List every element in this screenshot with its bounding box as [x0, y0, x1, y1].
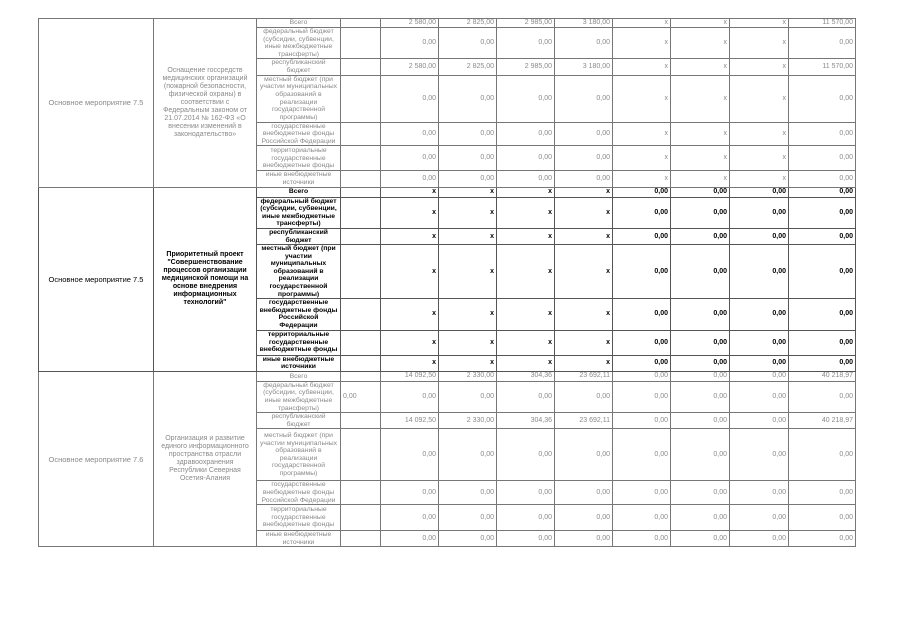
extra-value-cell [341, 505, 381, 531]
year-value-cell: 0,00 [789, 330, 856, 355]
funding-source-cell: государственные внебюджетные фонды Российской Федерации [257, 299, 341, 330]
year-value-cell: х [730, 122, 789, 146]
extra-value-cell [341, 481, 381, 505]
year-value-cell: 0,00 [671, 381, 730, 412]
year-value-cell: х [730, 19, 789, 28]
extra-value-cell [341, 355, 381, 371]
year-value-cell: 0,00 [789, 146, 856, 171]
year-value-cell: х [730, 28, 789, 59]
year-value-cell: 0,00 [789, 481, 856, 505]
year-value-cell: 11 570,00 [789, 19, 856, 28]
year-value-cell: 0,00 [671, 245, 730, 299]
year-value-cell: 0,00 [730, 197, 789, 228]
year-value-cell: 0,00 [497, 146, 555, 171]
extra-value-cell [341, 146, 381, 171]
year-value-cell: 0,00 [671, 355, 730, 371]
year-value-cell: 0,00 [730, 299, 789, 330]
year-value-cell: х [439, 330, 497, 355]
extra-value-cell [341, 429, 381, 481]
year-value-cell: 0,00 [555, 381, 613, 412]
year-value-cell: 0,00 [613, 481, 671, 505]
extra-value-cell [341, 197, 381, 228]
funding-source-cell: территориальные государственные внебюджетные фонды [257, 505, 341, 531]
year-value-cell: х [439, 228, 497, 244]
year-value-cell: 0,00 [439, 28, 497, 59]
extra-value-cell [341, 531, 381, 547]
year-value-cell: х [555, 197, 613, 228]
extra-value-cell [341, 122, 381, 146]
year-value-cell: 0,00 [730, 413, 789, 429]
budget-table-sheet [38, 18, 855, 571]
year-value-cell: х [613, 146, 671, 171]
year-value-cell: х [497, 197, 555, 228]
funding-source-cell: федеральный бюджет (субсидии, субвенции, иные межбюджетные трансферты) [257, 28, 341, 59]
year-value-cell: 0,00 [555, 75, 613, 122]
year-value-cell: х [555, 187, 613, 197]
year-value-cell: 2 825,00 [439, 59, 497, 75]
funding-source-cell: республиканский бюджет [257, 413, 341, 429]
extra-value-cell [341, 28, 381, 59]
year-value-cell: 0,00 [381, 481, 439, 505]
year-value-cell: 0,00 [789, 505, 856, 531]
year-value-cell: х [497, 355, 555, 371]
funding-source-cell: иные внебюджетные источники [257, 355, 341, 371]
year-value-cell: 0,00 [439, 75, 497, 122]
year-value-cell: х [497, 299, 555, 330]
year-value-cell: х [381, 187, 439, 197]
extra-value-cell [341, 171, 381, 187]
year-value-cell: 0,00 [555, 122, 613, 146]
year-value-cell: х [613, 122, 671, 146]
extra-value-cell [341, 371, 381, 381]
year-value-cell: х [671, 146, 730, 171]
year-value-cell: 0,00 [671, 481, 730, 505]
funding-source-cell: Всего [257, 187, 341, 197]
year-value-cell: 0,00 [613, 245, 671, 299]
year-value-cell: 0,00 [789, 531, 856, 547]
year-value-cell: х [555, 228, 613, 244]
year-value-cell: 0,00 [789, 355, 856, 371]
year-value-cell: 0,00 [555, 28, 613, 59]
year-value-cell: 2 985,00 [497, 59, 555, 75]
year-value-cell: 0,00 [730, 505, 789, 531]
funding-source-cell: иные внебюджетные источники [257, 531, 341, 547]
year-value-cell: 0,00 [613, 355, 671, 371]
extra-value-cell [341, 75, 381, 122]
year-value-cell: 0,00 [730, 228, 789, 244]
year-value-cell: 0,00 [439, 429, 497, 481]
year-value-cell: 0,00 [789, 187, 856, 197]
event-description-cell: Приоритетный проект "Совершенствование процессов организации медицинской помощи на основе внедрения информационных технологий" [154, 187, 257, 371]
year-value-cell: х [439, 245, 497, 299]
year-value-cell: 0,00 [497, 171, 555, 187]
year-value-cell: 2 985,00 [497, 19, 555, 28]
year-value-cell: х [555, 355, 613, 371]
year-value-cell: 0,00 [381, 531, 439, 547]
year-value-cell: 23 692,11 [555, 413, 613, 429]
funding-source-cell: местный бюджет (при участии муниципальных образований в реализации государственной программы) [257, 75, 341, 122]
year-value-cell: х [555, 245, 613, 299]
year-value-cell: х [671, 75, 730, 122]
year-value-cell: 0,00 [555, 171, 613, 187]
year-value-cell: 0,00 [671, 429, 730, 481]
year-value-cell: 0,00 [381, 381, 439, 412]
year-value-cell: 0,00 [613, 371, 671, 381]
year-value-cell: 0,00 [789, 429, 856, 481]
year-value-cell: х [439, 197, 497, 228]
year-value-cell: 14 092,50 [381, 371, 439, 381]
year-value-cell: 14 092,50 [381, 413, 439, 429]
year-value-cell: 0,00 [671, 299, 730, 330]
year-value-cell: 0,00 [671, 413, 730, 429]
year-value-cell: 2 825,00 [439, 19, 497, 28]
year-value-cell: 0,00 [613, 381, 671, 412]
year-value-cell: 0,00 [381, 429, 439, 481]
year-value-cell: 0,00 [789, 197, 856, 228]
year-value-cell: 0,00 [671, 371, 730, 381]
year-value-cell: 0,00 [671, 531, 730, 547]
year-value-cell: 0,00 [555, 481, 613, 505]
table-row [39, 19, 856, 28]
funding-source-cell: территориальные государственные внебюджетные фонды [257, 330, 341, 355]
year-value-cell: 40 218,97 [789, 371, 856, 381]
year-value-cell: х [555, 330, 613, 355]
year-value-cell: х [381, 228, 439, 244]
year-value-cell: 40 218,97 [789, 413, 856, 429]
year-value-cell: 0,00 [497, 429, 555, 481]
year-value-cell: 0,00 [789, 28, 856, 59]
year-value-cell: 0,00 [381, 171, 439, 187]
year-value-cell: 23 692,11 [555, 371, 613, 381]
funding-source-cell: территориальные государственные внебюджетные фонды [257, 146, 341, 171]
year-value-cell: 0,00 [789, 75, 856, 122]
year-value-cell: 0,00 [613, 505, 671, 531]
funding-source-cell: федеральный бюджет (субсидии, субвенции, иные межбюджетные трансферты) [257, 197, 341, 228]
event-description-cell: Оснащение госсредств медицинских организаций (пожарной безопасности, физической охраны) в соответствии с Федеральным законом от 21.07.2014 № 162-ФЗ «О внесении изменений в законодательство» [154, 19, 257, 188]
funding-source-cell: республиканский бюджет [257, 228, 341, 244]
extra-value-cell [341, 19, 381, 28]
extra-value-cell [341, 228, 381, 244]
year-value-cell: 0,00 [497, 381, 555, 412]
year-value-cell: 2 330,00 [439, 371, 497, 381]
year-value-cell: 0,00 [439, 146, 497, 171]
year-value-cell: х [730, 75, 789, 122]
funding-source-cell: местный бюджет (при участии муниципальных образований в реализации государственной программы) [257, 245, 341, 299]
year-value-cell: 0,00 [730, 429, 789, 481]
year-value-cell: 0,00 [671, 187, 730, 197]
year-value-cell: 0,00 [789, 122, 856, 146]
year-value-cell: 0,00 [381, 505, 439, 531]
year-value-cell: 0,00 [555, 429, 613, 481]
year-value-cell: х [497, 245, 555, 299]
year-value-cell: 0,00 [789, 228, 856, 244]
year-value-cell: 0,00 [497, 122, 555, 146]
year-value-cell: 3 180,00 [555, 59, 613, 75]
year-value-cell: 0,00 [497, 75, 555, 122]
budget-table [38, 18, 856, 547]
year-value-cell: 0,00 [730, 381, 789, 412]
budget-table-body [39, 19, 856, 547]
funding-source-cell: государственные внебюджетные фонды Российской Федерации [257, 481, 341, 505]
year-value-cell: 0,00 [613, 299, 671, 330]
year-value-cell: х [381, 330, 439, 355]
funding-source-cell: государственные внебюджетные фонды Российской Федерации [257, 122, 341, 146]
year-value-cell: х [671, 59, 730, 75]
year-value-cell: 0,00 [497, 531, 555, 547]
year-value-cell: 0,00 [439, 481, 497, 505]
year-value-cell: 0,00 [613, 531, 671, 547]
extra-value-cell [341, 187, 381, 197]
year-value-cell: х [381, 245, 439, 299]
funding-source-cell: местный бюджет (при участии муниципальных образований в реализации государственной программы) [257, 429, 341, 481]
extra-value-cell [341, 330, 381, 355]
year-value-cell: 0,00 [730, 371, 789, 381]
funding-source-cell: республиканский бюджет [257, 59, 341, 75]
table-row [39, 187, 856, 197]
year-value-cell: 2 330,00 [439, 413, 497, 429]
year-value-cell: 0,00 [730, 330, 789, 355]
year-value-cell: х [671, 28, 730, 59]
year-value-cell: 0,00 [381, 146, 439, 171]
year-value-cell: х [439, 355, 497, 371]
extra-value-cell: 0,00 [341, 381, 381, 412]
year-value-cell: 0,00 [613, 197, 671, 228]
year-value-cell: 11 570,00 [789, 59, 856, 75]
year-value-cell: 0,00 [497, 481, 555, 505]
year-value-cell: 0,00 [671, 505, 730, 531]
table-row [39, 371, 856, 381]
year-value-cell: х [381, 355, 439, 371]
year-value-cell: х [381, 197, 439, 228]
year-value-cell: 0,00 [555, 531, 613, 547]
year-value-cell: 0,00 [555, 146, 613, 171]
year-value-cell: 0,00 [381, 75, 439, 122]
year-value-cell: 0,00 [671, 228, 730, 244]
year-value-cell: 0,00 [497, 505, 555, 531]
year-value-cell: х [439, 299, 497, 330]
year-value-cell: х [497, 330, 555, 355]
year-value-cell: 0,00 [439, 171, 497, 187]
year-value-cell: х [613, 59, 671, 75]
year-value-cell: 0,00 [730, 187, 789, 197]
year-value-cell: 0,00 [613, 187, 671, 197]
extra-value-cell [341, 299, 381, 330]
year-value-cell: х [613, 171, 671, 187]
year-value-cell: 304,36 [497, 371, 555, 381]
year-value-cell: 0,00 [730, 481, 789, 505]
year-value-cell: х [497, 187, 555, 197]
funding-source-cell: Всего [257, 371, 341, 381]
year-value-cell: 0,00 [497, 28, 555, 59]
year-value-cell: 0,00 [613, 413, 671, 429]
year-value-cell: х [613, 19, 671, 28]
funding-source-cell: Всего [257, 19, 341, 28]
year-value-cell: 0,00 [730, 245, 789, 299]
year-value-cell: 0,00 [789, 245, 856, 299]
year-value-cell: 0,00 [789, 299, 856, 330]
year-value-cell: х [555, 299, 613, 330]
year-value-cell: 0,00 [730, 531, 789, 547]
year-value-cell: 0,00 [381, 122, 439, 146]
year-value-cell: х [439, 187, 497, 197]
year-value-cell: 0,00 [613, 228, 671, 244]
year-value-cell: х [613, 28, 671, 59]
extra-value-cell [341, 413, 381, 429]
year-value-cell: 0,00 [439, 531, 497, 547]
year-value-cell: х [730, 59, 789, 75]
year-value-cell: 0,00 [439, 505, 497, 531]
year-value-cell: х [671, 19, 730, 28]
year-value-cell: 0,00 [439, 122, 497, 146]
year-value-cell: 0,00 [671, 330, 730, 355]
year-value-cell: х [497, 228, 555, 244]
year-value-cell: 0,00 [671, 197, 730, 228]
year-value-cell: 0,00 [613, 330, 671, 355]
year-value-cell: 0,00 [789, 171, 856, 187]
year-value-cell: х [613, 75, 671, 122]
extra-value-cell [341, 59, 381, 75]
year-value-cell: х [730, 146, 789, 171]
event-description-cell: Организация и развитие единого информационного пространства отрасли здравоохранения Республики Северная Осетия-Алания [154, 371, 257, 547]
extra-value-cell [341, 245, 381, 299]
event-name-cell: Основное мероприятие 7.5 [39, 19, 154, 188]
year-value-cell: х [671, 122, 730, 146]
year-value-cell: 0,00 [730, 355, 789, 371]
event-name-cell: Основное мероприятие 7.5 [39, 187, 154, 371]
funding-source-cell: федеральный бюджет (субсидии, субвенции, иные межбюджетные трансферты) [257, 381, 341, 412]
year-value-cell: х [381, 299, 439, 330]
year-value-cell: 3 180,00 [555, 19, 613, 28]
year-value-cell: х [671, 171, 730, 187]
year-value-cell: 0,00 [381, 28, 439, 59]
year-value-cell: 0,00 [613, 429, 671, 481]
event-name-cell: Основное мероприятие 7.6 [39, 371, 154, 547]
year-value-cell: 2 580,00 [381, 59, 439, 75]
year-value-cell: 2 580,00 [381, 19, 439, 28]
year-value-cell: 304,36 [497, 413, 555, 429]
funding-source-cell: иные внебюджетные источники [257, 171, 341, 187]
year-value-cell: 0,00 [555, 505, 613, 531]
year-value-cell: 0,00 [789, 381, 856, 412]
year-value-cell: х [730, 171, 789, 187]
year-value-cell: 0,00 [439, 381, 497, 412]
